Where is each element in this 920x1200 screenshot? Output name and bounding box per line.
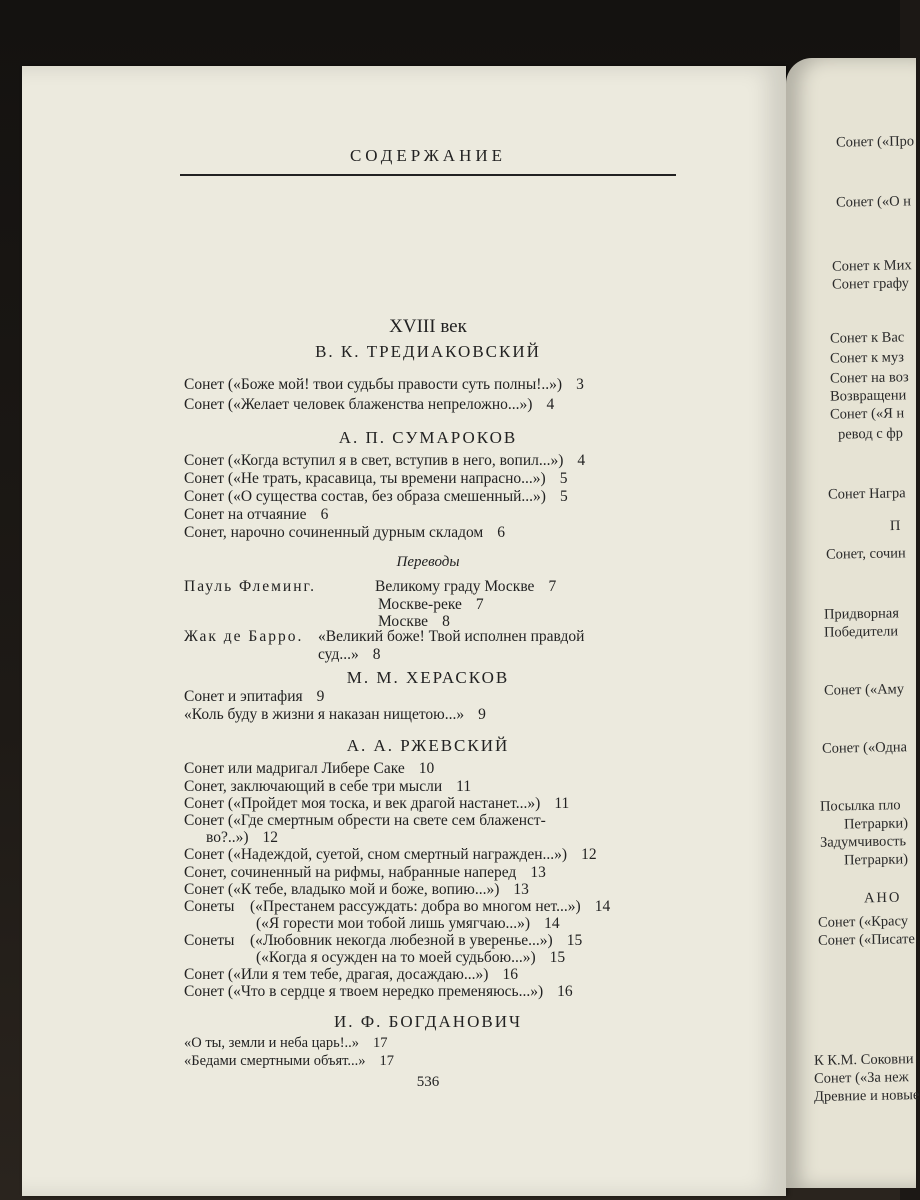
author-heading-kheraskov: М. М. ХЕРАСКОВ [346,668,510,687]
toc-entry: Сонет («Или я тем тебе, драгая, досаждаю...») 16 [184,966,518,983]
toc-entry: Великому граду Москве 7 [375,578,557,595]
right-page-fragment: Сонет Награ [827,485,906,503]
right-page-fragment: Возвращени [829,387,907,405]
right-page-fragment: Сонет на воз [829,369,909,387]
right-page-fragment: Сонет («Одна [821,739,908,757]
right-page-fragment: ревод с фр [837,425,904,443]
toc-entry: Сонет, сочиненный на рифмы, набранные наперед 13 [184,864,546,881]
right-page-fragment: Сонет к Вас [829,329,905,347]
right-page [786,58,920,1188]
author-heading-trediakovsky: В. К. ТРЕДИАКОВСКИЙ [315,342,541,361]
translations-heading: Переводы [396,554,460,570]
right-page-fragment: Сонет («О н [835,193,912,211]
right-page-fragment: Сонет («За неж [813,1069,909,1087]
toc-entry: («Когда я осужден на то моей судьбою...») 15 [256,949,566,966]
toc-entry: Москве 8 [378,613,450,630]
right-page-fragment: Сонет, сочин [825,545,906,563]
translator-name-fleming: Пауль Флеминг. [184,578,317,595]
right-page-fragment: Петрарки) [843,851,909,869]
right-page-fragment: Сонет («Красу [817,913,909,931]
right-page-fragment: Задумчивость [819,833,907,851]
right-page-fragment: П [889,517,901,535]
toc-entry: Сонет («Не трать, красавица, ты времени напрасно...») 5 [184,470,568,487]
toc-entry: Сонет и эпитафия 9 [184,688,325,705]
right-page-fragment: Сонет («Я н [829,405,905,423]
toc-entry: Сонет («Надеждой, суетой, сном смертный награжден...») 12 [184,846,597,863]
toc-entry: Сонет («Когда вступил я в свет, вступив в него, вопил...») 4 [184,452,586,469]
toc-entry: Сонет на отчаяние 6 [184,506,329,523]
right-page-fragment: Сонет («Аму [823,681,905,699]
toc-entry: «О ты, земли и неба царь!..» 17 [184,1035,388,1051]
right-page-fragment: Сонет («Про [835,133,915,151]
translator-name-barro: Жак де Барро. [184,628,304,645]
toc-entry: («Я горести мои тобой лишь умягчаю...») 14 [256,915,560,932]
toc-entry: Сонет («Что в сердце я твоем нередко пременяюсь...») 16 [184,983,573,1000]
author-heading-sumarokov: А. П. СУМАРОКОВ [338,428,518,447]
toc-entry: «Коль буду в жизни я наказан нищетою...» 9 [184,706,486,723]
right-page-fragment: Сонет к Мих [831,257,912,275]
toc-entry-line: «Великий боже! Твой исполнен правдой [318,628,585,645]
toc-entry: Сонет («Пройдет моя тоска, и век драгой настанет...») 11 [184,795,570,812]
right-page-fragment: Сонет («Писате [817,931,915,949]
right-page-fragment: Петрарки) [843,815,909,833]
right-page-fragment: Придворная [823,605,900,623]
toc-entry: («Престанем рассуждать: добра во многом нет...») 14 [250,898,611,915]
toc-entry: «Бедами смертными объят...» 17 [184,1053,395,1069]
header-rule [180,174,676,176]
page-number: 536 [416,1074,440,1090]
toc-entry-prefix: Сонеты [184,932,235,949]
author-heading-bogdanovich: И. Ф. БОГДАНОВИЧ [333,1012,523,1031]
toc-entry-prefix: Сонеты [184,898,235,915]
century-heading: XVIII век [389,316,467,337]
toc-entry: Сонет («Боже мой! твои судьбы правости суть полны!..») 3 [184,376,584,393]
toc-entry: Сонет, нарочно сочиненный дурным складом 6 [184,524,505,541]
toc-entry: Сонет («К тебе, владыко мой и боже, вопию...») 13 [184,881,529,898]
toc-entry: Сонет, заключающий в себе три мысли 11 [184,778,472,795]
toc-entry: Сонет («О существа состав, без образа смешенный...») 5 [184,488,568,505]
right-page-fragment: Сонет к муз [829,349,905,367]
page-header-title: СОДЕРЖАНИЕ [349,146,507,165]
right-page-fragment: Сонет графу [831,275,910,293]
right-page-fragment: АНО [863,889,902,907]
right-page-fragment: Победители [823,623,899,641]
author-heading-rzhevsky: А. А. РЖЕВСКИЙ [346,736,510,755]
right-page-fragment: К К.М. Соковни [813,1051,914,1069]
toc-entry: Сонет или мадригал Либере Саке 10 [184,760,435,777]
right-page-fragment: Древние и новые [813,1087,920,1105]
right-page-fragment: Посылка пло [819,797,901,815]
toc-entry: Сонет («Желает человек блаженства непреложно...») 4 [184,396,555,413]
toc-entry: во?..») 12 [206,829,279,846]
toc-entry: суд...» 8 [318,646,381,663]
toc-entry-line: Сонет («Где смертным обрести на свете сем блаженст- [184,812,546,829]
toc-entry: («Любовник некогда любезной в уверенье...») 15 [250,932,583,949]
toc-entry: Москве-реке 7 [378,596,484,613]
